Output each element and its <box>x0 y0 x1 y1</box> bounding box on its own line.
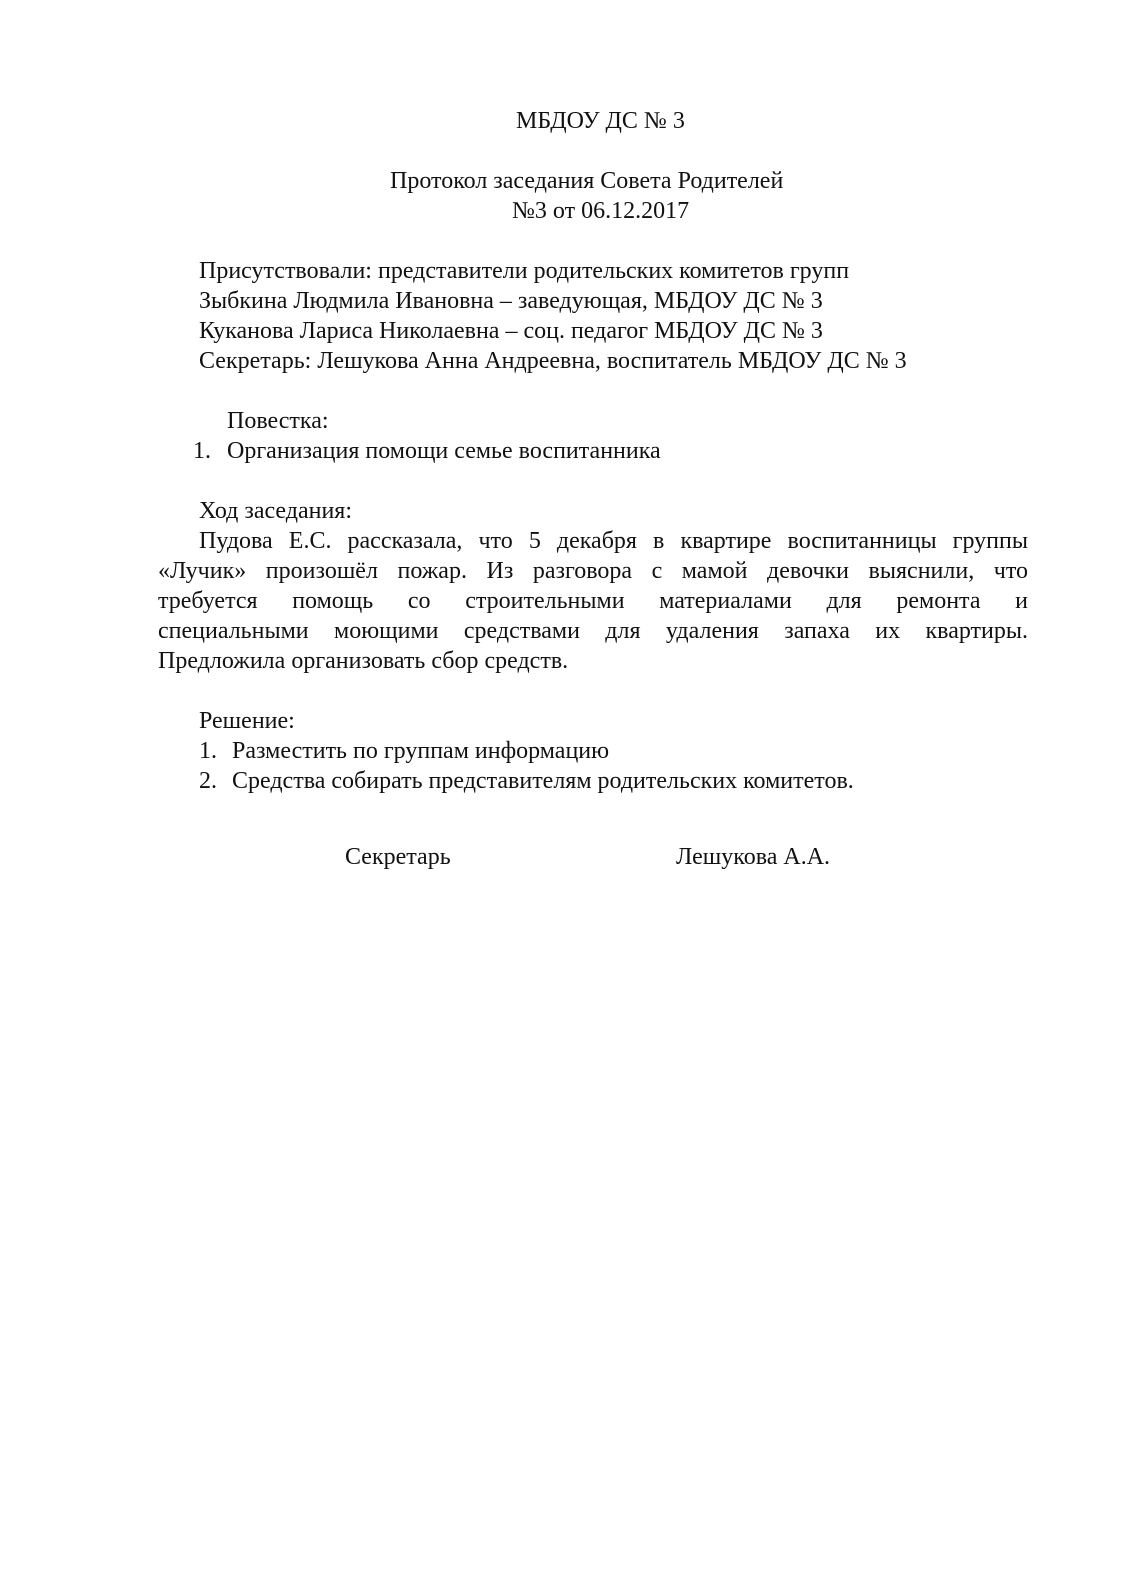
proceedings-line: требуется помощь со строительными материалами для ремонта и <box>158 588 1028 614</box>
proceedings-line: «Лучик» произошёл пожар. Из разговора с мамой девочки выяснили, что <box>158 558 1028 584</box>
decision-item: Разместить по группам информацию <box>232 738 610 764</box>
attendees-line: Куканова Лариса Николаевна – соц. педагог МБДОУ ДС № 3 <box>199 318 823 344</box>
protocol-number-date: №3 от 06.12.2017 <box>512 198 690 224</box>
agenda-label: Повестка: <box>227 408 329 434</box>
agenda-item: Организация помощи семье воспитанника <box>227 438 661 464</box>
proceedings-line: Предложила организовать сбор средств. <box>158 648 569 674</box>
proceedings-line: специальными моющими средствами для удаления запаха их квартиры. <box>158 618 1028 644</box>
attendees-line: Присутствовали: представители родительских комитетов групп <box>199 258 850 284</box>
decision-item-number: 1. <box>199 738 217 764</box>
org-name: МБДОУ ДС № 3 <box>516 108 685 134</box>
proceedings-line: Пудова Е.С. рассказала, что 5 декабря в квартире воспитанницы группы <box>199 528 1028 554</box>
decision-item-number: 2. <box>199 768 217 794</box>
proceedings-label: Ход заседания: <box>199 498 353 524</box>
document-title: Протокол заседания Совета Родителей <box>390 168 784 194</box>
decision-item: Средства собирать представителям родительских комитетов. <box>232 768 854 794</box>
signature-name: Лешукова А.А. <box>676 844 831 870</box>
attendees-line: Зыбкина Людмила Ивановна – заведующая, МБДОУ ДС № 3 <box>199 288 823 314</box>
decision-label: Решение: <box>199 708 295 734</box>
agenda-item-number: 1. <box>193 438 211 464</box>
attendees-line: Секретарь: Лешукова Анна Андреевна, воспитатель МБДОУ ДС № 3 <box>199 348 907 374</box>
signature-role: Секретарь <box>345 844 451 870</box>
